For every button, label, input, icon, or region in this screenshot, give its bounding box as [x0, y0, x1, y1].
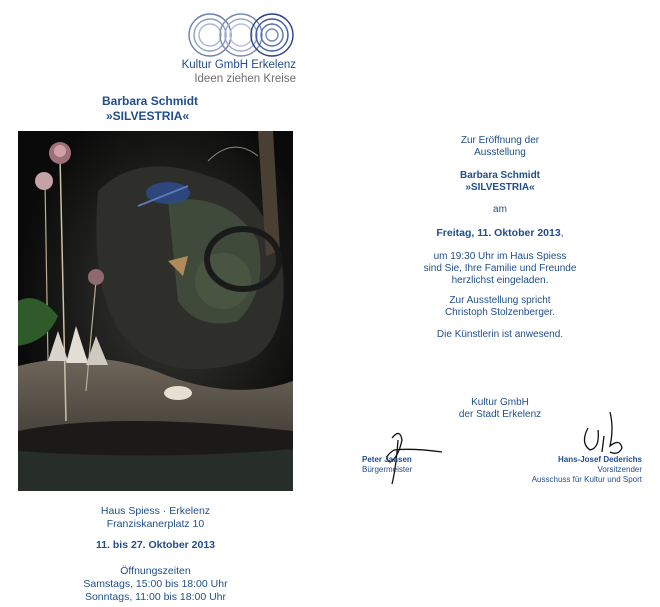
invite-line1: um 19:30 Uhr im Haus Spiess	[433, 251, 567, 262]
org-line1: Kultur GmbH	[471, 397, 529, 408]
speech-line2: Christoph Stolzenberger.	[444, 307, 556, 318]
speaker-text	[375, 295, 625, 319]
hours-sunday: Sonntags, 11:00 bis 18:00 Uhr	[84, 591, 227, 603]
venue-line1: Haus Spiess · Erkelenz	[100, 505, 211, 517]
exhibition-dates: 11. bis 27. Oktober 2013	[95, 539, 216, 551]
opening-date	[375, 227, 625, 239]
am-text: am	[493, 204, 507, 215]
invitation-text	[375, 251, 625, 287]
logo-slogan: Ideen ziehen Kreise	[194, 73, 296, 85]
right-artist-heading	[375, 170, 625, 194]
right-artist-name: Barbara Schmidt	[459, 170, 541, 181]
signature-right	[510, 455, 642, 485]
logo-company-name: Kultur GmbH Erkelenz	[181, 59, 296, 71]
venue-line2: Franziskanerplatz 10	[106, 518, 205, 530]
org-line2: der Stadt Erkelenz	[458, 409, 542, 420]
invite-line2: sind Sie, Ihre Familie und Freunde	[423, 263, 577, 274]
hours-saturday: Samstags, 15:00 bis 18:00 Uhr	[83, 578, 228, 590]
invite-line3: herzlichst eingeladen.	[451, 275, 549, 286]
opening-date-text: Freitag, 11. Oktober 2013	[436, 227, 561, 239]
artwork-photo	[18, 131, 293, 491]
left-artist-heading	[102, 94, 198, 124]
intro-line1: Zur Eröffnung der	[460, 135, 540, 146]
artist-present-note: Die Künstlerin ist anwesend.	[436, 329, 564, 340]
opening-hours	[18, 565, 293, 604]
intro-line2: Ausstellung	[474, 147, 526, 158]
signer-right-role1: Vorsitzender	[597, 465, 642, 474]
opening-date-comma: ,	[560, 227, 564, 239]
hours-heading: Öffnungszeiten	[120, 565, 191, 577]
venue-info	[18, 505, 293, 531]
signer-left-name: Peter Jansen	[362, 455, 412, 464]
signer-left-role: Bürgermeister	[362, 465, 413, 474]
artist-name: Barbara Schmidt	[102, 94, 199, 108]
speech-line1: Zur Ausstellung spricht	[449, 295, 551, 306]
exhibition-title: »SILVESTRIA«	[106, 109, 190, 123]
signer-right-role2: Ausschuss für Kultur und Sport	[531, 475, 642, 484]
signature-left	[362, 455, 412, 475]
right-exhibition-title: »SILVESTRIA«	[465, 182, 535, 193]
logo-rings-icon	[186, 12, 296, 58]
intro-text	[375, 135, 625, 159]
signer-right-name: Hans-Josef Dederichs	[557, 455, 642, 464]
